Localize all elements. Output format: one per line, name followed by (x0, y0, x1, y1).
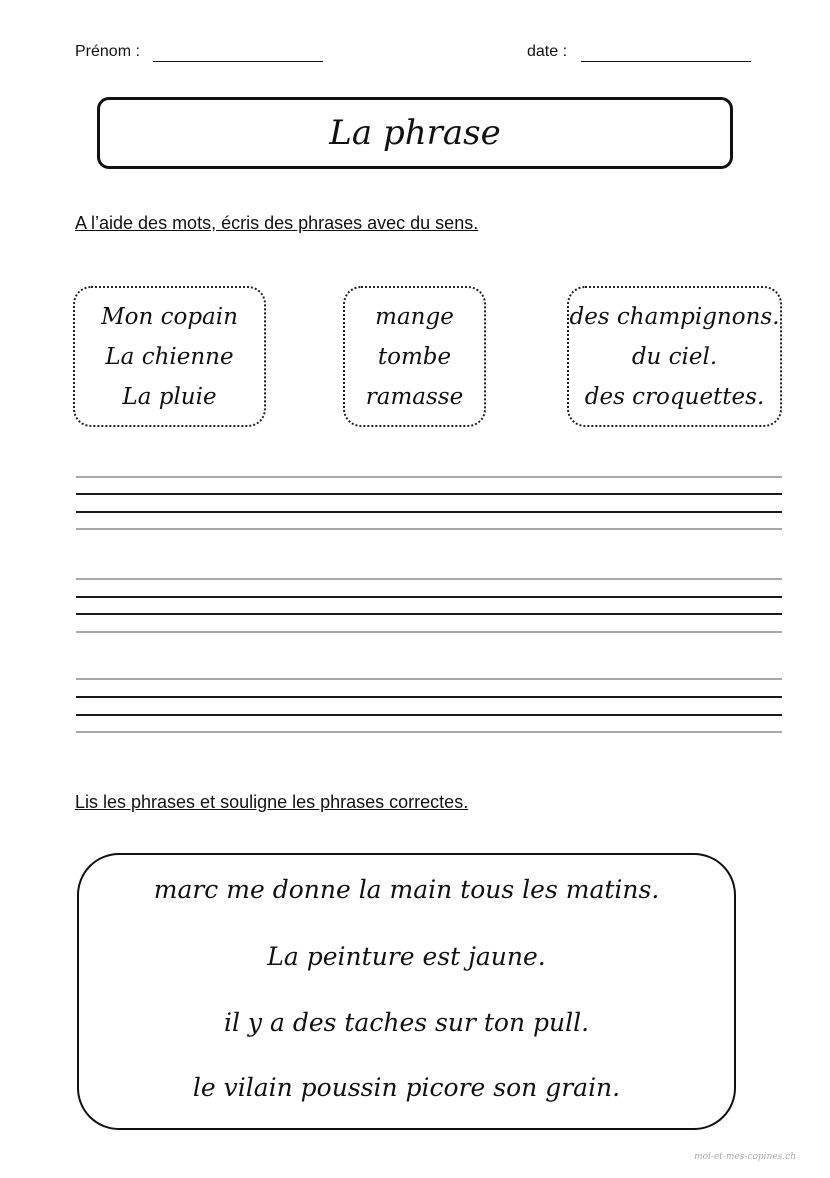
writing-line-base[interactable] (76, 613, 782, 615)
writing-line-bottom (76, 528, 782, 530)
writing-line-base[interactable] (76, 714, 782, 716)
sentence[interactable]: il y a des taches sur ton pull. (223, 1008, 590, 1037)
word: des croquettes. (584, 383, 765, 410)
writing-line-base[interactable] (76, 696, 782, 698)
writing-line-top (76, 678, 782, 680)
watermark: moi-et-mes-copines.ch (694, 1152, 796, 1162)
name-blank-line[interactable] (153, 61, 323, 62)
word: tombe (377, 343, 452, 370)
writing-line-bottom (76, 631, 782, 633)
sentences-box (77, 853, 736, 1130)
writing-line-bottom (76, 731, 782, 733)
word: La chienne (105, 343, 234, 370)
word: Mon copain (101, 303, 238, 330)
exercise1-instruction: A l’aide des mots, écris des phrases avec du sens. (75, 213, 479, 233)
name-label: Prénom : (75, 43, 140, 60)
sentence[interactable]: le vilain poussin picore son grain. (192, 1073, 621, 1102)
writing-line-base[interactable] (76, 596, 782, 598)
page-title: La phrase (329, 113, 501, 153)
writing-line-base[interactable] (76, 511, 782, 513)
word: La pluie (122, 383, 217, 410)
writing-line-top (76, 476, 782, 478)
date-blank-line[interactable] (581, 61, 751, 62)
word: ramasse (365, 383, 464, 410)
word-box-verbs (343, 286, 486, 427)
word-box-subjects (73, 286, 266, 427)
exercise2-instruction: Lis les phrases et souligne les phrases correctes. (75, 792, 469, 812)
title-box (97, 97, 733, 169)
word: des champignons. (569, 303, 780, 330)
word: mange (375, 303, 454, 330)
writing-line-base[interactable] (76, 493, 782, 495)
word: du ciel. (631, 343, 718, 370)
word-box-complements (567, 286, 782, 427)
date-label: date : (527, 43, 568, 60)
sentence[interactable]: marc me donne la main tous les matins. (153, 875, 660, 904)
sentence[interactable]: La peinture est jaune. (267, 942, 546, 971)
writing-line-top (76, 578, 782, 580)
